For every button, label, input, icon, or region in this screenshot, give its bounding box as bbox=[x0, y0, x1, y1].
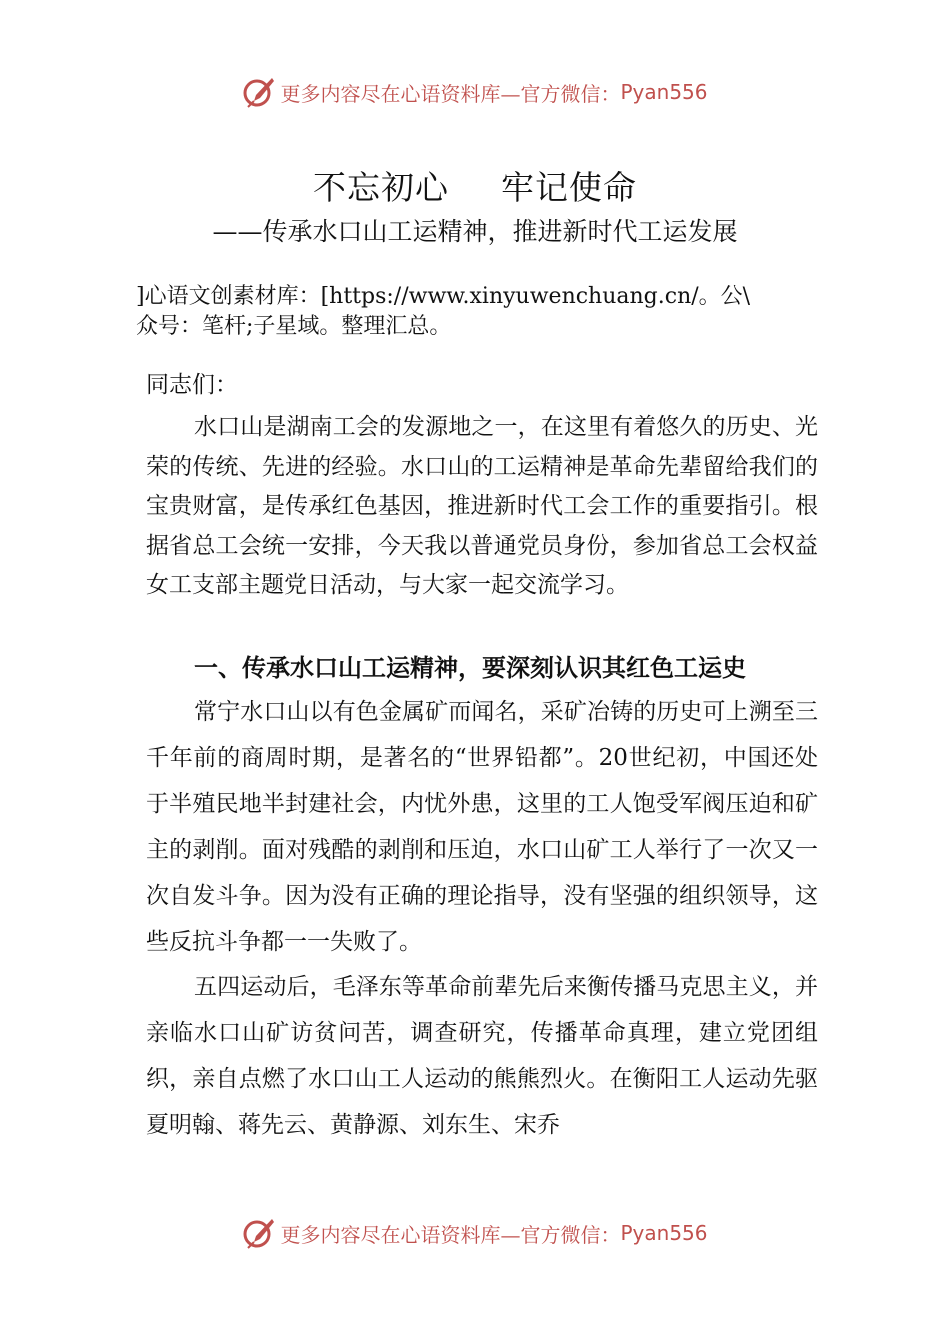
quill-logo-icon bbox=[242, 1216, 276, 1250]
footer-banner bbox=[0, 1211, 950, 1255]
greeting: 同志们： bbox=[146, 372, 238, 398]
document-title bbox=[0, 162, 950, 209]
header-banner bbox=[0, 70, 950, 114]
title-part-1: 不忘初心 bbox=[313, 168, 449, 207]
banner-text: 更多内容尽在心语资料库—官方微信： bbox=[280, 81, 621, 106]
source-note-line-1: ]心语文创素材库：[https://www.xinyuwenchuang.cn/。公\ bbox=[136, 284, 751, 309]
source-note bbox=[136, 282, 816, 342]
document-subtitle: ——传承水口山工运精神，推进新时代工运发展 bbox=[212, 217, 738, 246]
title-part-2: 牢记使命 bbox=[501, 168, 637, 207]
wechat-id: Pyan556 bbox=[620, 80, 708, 104]
paragraph-1: 水口山是湖南工会的发源地之一，在这里有着悠久的历史、光荣的传统、先进的经验。水口山的工运精神是革命先辈留给我们的宝贵财富，是传承红色基因，推进新时代工会工作的重要指引。根据省总工会统一安排，今天我以普通党员身份，参加省总工会权益女工支部主题党日活动，与大家一起交流学习。 bbox=[146, 414, 818, 599]
wechat-id: Pyan556 bbox=[620, 1221, 708, 1245]
section-heading-1: 一、传承水口山工运精神，要深刻认识其红色工运史 bbox=[194, 654, 746, 682]
source-note-line-2: 众号：笔杆;子星域。整理汇总。 bbox=[136, 314, 452, 339]
paragraph-2: 常宁水口山以有色金属矿而闻名，采矿冶铸的历史可上溯至三千年前的商周时期，是著名的“世界铅都”。20世纪初，中国还处于半殖民地半封建社会，内忧外患，这里的工人饱受军阀压迫和矿主的剥削。面对残酷的剥削和压迫，水口山矿工人举行了一次又一次自发斗争。因为没有正确的理论指导，没有坚强的组织领导，这些反抗斗争都一一失败了。 bbox=[146, 699, 818, 955]
paragraph-3: 五四运动后，毛泽东等革命前辈先后来衡传播马克思主义，并亲临水口山矿访贫问苦，调查研究，传播革命真理，建立党团组织，亲自点燃了水口山工人运动的熊熊烈火。在衡阳工人运动先驱夏明翰、蒋先云、黄静源、刘东生、宋乔 bbox=[146, 974, 818, 1138]
quill-logo-icon bbox=[242, 75, 276, 109]
banner-text: 更多内容尽在心语资料库—官方微信： bbox=[280, 1222, 621, 1247]
